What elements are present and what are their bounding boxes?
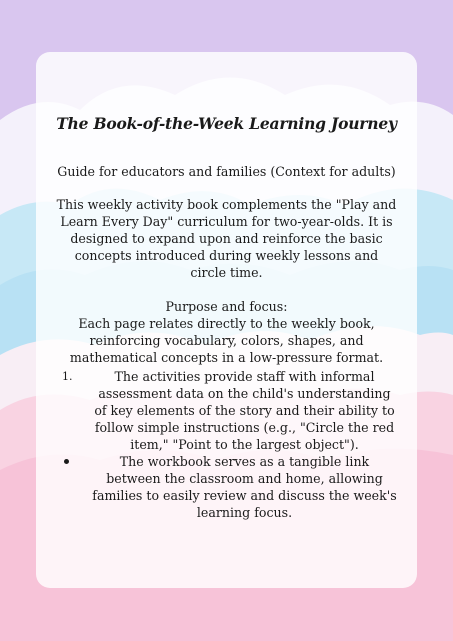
intro-paragraph: This weekly activity book complements the "Play and Learn Every Day" curriculum for two-year-olds. It is designed to expand upon and reinforce the basic concepts introduced during weekly lessons and circle time.: [56, 197, 397, 280]
content-card: [36, 52, 417, 588]
focus-list: [56, 368, 397, 521]
purpose-heading: Purpose and focus:: [165, 299, 288, 314]
subtitle: Guide for educators and families (Context for adults): [57, 164, 396, 179]
bullet-icon: [64, 459, 69, 464]
page-title: The Book-of-the-Week Learning Journey: [56, 114, 397, 133]
list-item-text: The workbook serves as a tangible link between the classroom and home, allowing families to easily review and discuss the week's learning focus.: [92, 454, 397, 520]
list-item: [56, 453, 397, 521]
list-item: [56, 368, 397, 453]
list-item-text: The activities provide staff with informal assessment data on the child's understanding of key elements of the story and their ability to follow simple instructions (e.g., "Circle the red item," "Point to the largest object").: [94, 369, 395, 452]
list-number: 1.: [62, 370, 73, 383]
purpose-paragraph: Each page relates directly to the weekly book, reinforcing vocabulary, colors, shapes, and mathematical concepts in a low-pressure format.: [69, 316, 384, 365]
